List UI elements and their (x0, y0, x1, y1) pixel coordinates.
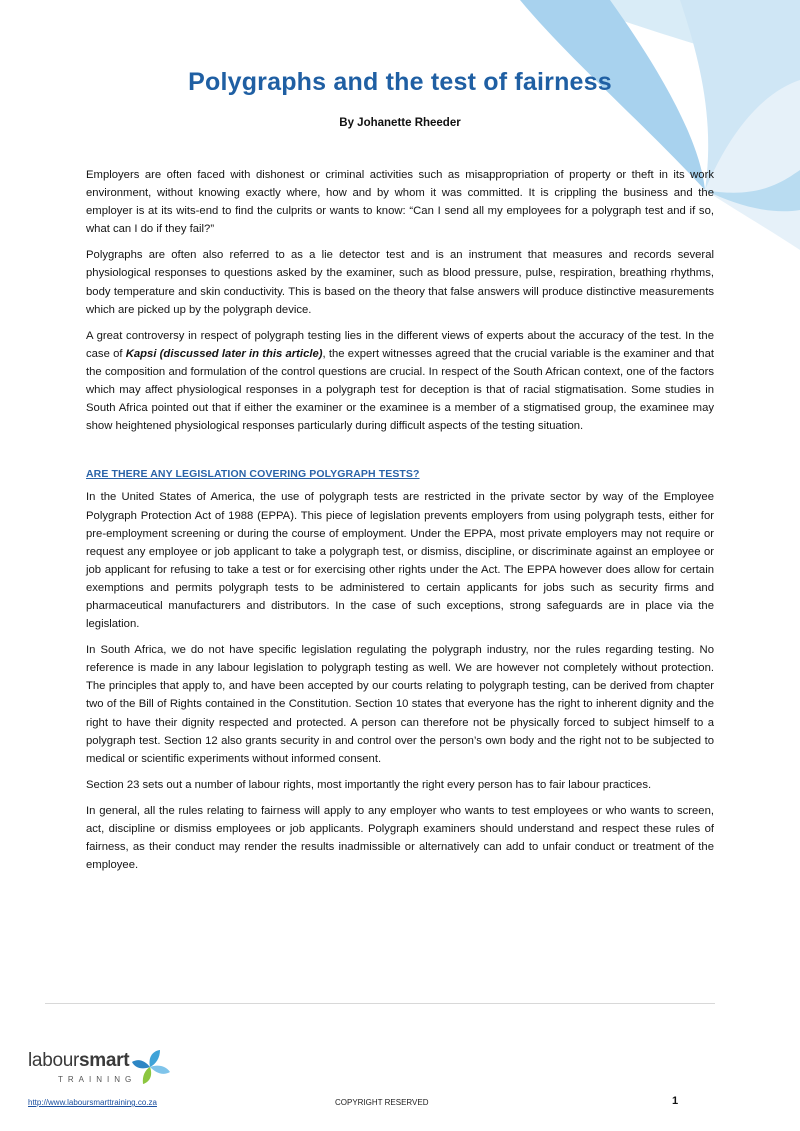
paragraph-controversy-part1: A great controversy in respect of polygraph testing lies in the different views of experts about the accuracy of the test. In the case of (86, 329, 714, 360)
page-number: 1 (672, 1095, 679, 1107)
paragraph-south-africa: In South Africa, we do not have specific legislation regulating the polygraph industry, nor the rules regarding testing. No reference is made in any labour legislation to polygraph testing as well. We are however not completely without protection. The principles that apply to, and have been accepted by our courts relating to polygraph testing, can be derived from chapter two of the Bill of Rights contained in the Constitution. Section 10 states that everyone has the right to inherent dignity and the right to have their dignity respected and protected. A person can therefore not be physically forced to subject himself to a polygraph test. Section 12 also grants security in and control over the person’s own body and the right not to be subjected to medical or scientific experiments without informed consent. (86, 644, 714, 765)
article-body (86, 166, 714, 882)
paragraph-controversy (86, 327, 714, 436)
case-reference: Kapsi (discussed later in this article) (125, 347, 323, 360)
paragraph-definition: Polygraphs are often also referred to as a lie detector test and is an instrument that measures and records several physiological responses to questions asked by the examiner, such as blood pressure, pulse, respiration, breathing rhythms, body temperature and skin conductivity. This is based on the theory that false answers will produce distinctive measurements which are picked up by the polygraph device. (86, 249, 714, 316)
paragraph-fairness: In general, all the rules relating to fairness will apply to any employer who wants to test employees or who wants to screen, act, discipline or dismiss employees or job applicants. Polygraph examiners should understand and respect these rules of fairness, as their conduct may render the results inadmissible or alternatively can add to unfair conduct or treatment of the employee. (86, 804, 714, 872)
pinwheel-logo-icon (130, 1048, 172, 1086)
copyright-notice: COPYRIGHT RESERVED (335, 1098, 429, 1107)
paragraph-usa: In the United States of America, the use of polygraph tests are restricted in the private sector by way of the Employee Polygraph Protection Act of 1988 (EPPA). This piece of legislation prevents employers from using polygraph tests, either for pre-employment screening or during the course of employment. Under the EPPA, most private employers may not require or request any employee or job applicant to take a polygraph test, or dismiss, discipline, or discriminate against an employee or job applicant for refusing to take a test or for exercising other rights under the Act. The EPPA however does allow for certain exemptions and permits polygraph tests to be administered to certain applicants for jobs such as security firms and pharmaceutical manufacturers and distributors. In the case of such exceptions, strong safeguards are in place via the legislation. (86, 491, 714, 631)
laboursmart-logo (28, 1048, 188, 1088)
document-title: Polygraphs and the test of fairness (188, 68, 612, 96)
author-byline: By Johanette Rheeder (339, 117, 461, 129)
logo-subtitle: TRAINING (58, 1075, 137, 1084)
paragraph-controversy-part2: , the expert witnesses agreed that the crucial variable is the examiner and that the composition and formulation of the control questions are crucial. In respect of the South African context, one of the factors which may affect physiological responses in a polygraph test for deception is that of racial stigmatisation. Some studies in South Africa pointed out that if either the examiner or the examinee is a member of a stigmatised group, the examinee may show heightened physiological responses particularly during difficult aspects of the testing situation. (86, 347, 714, 433)
section-heading-legislation: ARE THERE ANY LEGISLATION COVERING POLYGRAPH TESTS? (86, 468, 420, 481)
footer-divider (45, 1003, 715, 1004)
paragraph-intro: Employers are often faced with dishonest or criminal activities such as misappropriation of property or theft in its work environment, without knowing exactly where, how and by whom it was committed. It is crippling the business and the employer is at its wits-end to find the culprits or wants to know: “Can I send all my employees for a polygraph test and if so, what can I do if they fail?” (86, 169, 714, 236)
logo-wordmark: laboursmart (28, 1050, 130, 1071)
website-link[interactable]: http://www.laboursmarttraining.co.za (28, 1098, 157, 1107)
paragraph-section-23: Section 23 sets out a number of labour rights, most importantly the right every person has to fair labour practices. (86, 778, 652, 791)
